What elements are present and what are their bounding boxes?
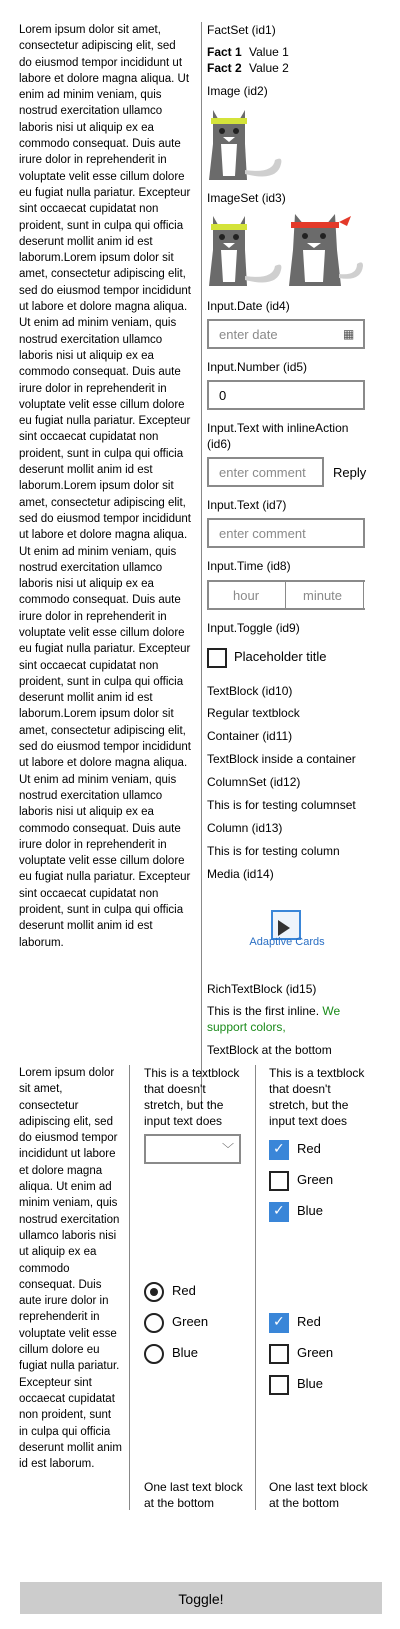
check-icon: ✓ bbox=[273, 1202, 285, 1218]
number-input[interactable] bbox=[207, 380, 365, 410]
container-text: TextBlock inside a container bbox=[207, 752, 356, 766]
comment-inline-input[interactable] bbox=[207, 457, 324, 487]
hour-field[interactable]: hour bbox=[233, 588, 260, 603]
play-icon[interactable] bbox=[278, 920, 290, 936]
column-divider bbox=[255, 1065, 256, 1510]
choice-label: Blue bbox=[297, 1203, 324, 1218]
columnset-text: This is for testing columnset bbox=[207, 798, 356, 812]
choice-label: Blue bbox=[297, 1376, 324, 1391]
checkbox[interactable] bbox=[269, 1140, 289, 1160]
toggle-title: Placeholder title bbox=[234, 649, 327, 664]
image-label: Image (id2) bbox=[207, 84, 268, 98]
textblock-label: TextBlock (id10) bbox=[207, 684, 293, 698]
toggle-label: Input.Toggle (id9) bbox=[207, 621, 300, 635]
comment-placeholder: enter comment bbox=[219, 526, 306, 541]
reply-button[interactable]: Reply bbox=[333, 465, 367, 480]
checkbox[interactable] bbox=[269, 1313, 289, 1333]
choice-label: Green bbox=[297, 1172, 334, 1187]
bottom-textblock: TextBlock at the bottom bbox=[207, 1043, 332, 1057]
richtext-colored: We support colors, bbox=[207, 1004, 341, 1034]
radio-button[interactable] bbox=[144, 1313, 164, 1333]
choice-label: Red bbox=[297, 1314, 321, 1329]
choice-label: Red bbox=[172, 1283, 196, 1298]
time-label: Input.Time (id8) bbox=[207, 559, 291, 573]
minute-field[interactable]: minute bbox=[303, 588, 343, 603]
lorem-paragraph: Lorem ipsum dolor sit amet, consectetur adipiscing elit, sed do eiusmod tempor incididunt ut labore et dolore magna aliqua. Ut enim ad minim veniam, quis nostrud exercitation ullamco laboris nisi ut aliquip ex ea commodo consequat. Duis aute irure dolor in reprehenderit in voluptate velit esse cillum dolore eu fugiat nulla pariatur. Excepteur sint occaecat cupidatat non proident, sunt in culpa qui officia deserunt mollit anim id est laborum.Lorem ipsum dolor sit amet, consectetur adipiscing elit, sed do eiusmod tempor incididunt ut labore et dolore magna aliqua. Ut enim ad minim veniam, quis nostrud exercitation ullamco laboris nisi ut aliquip ex ea commodo consequat. Duis aute irure dolor in reprehenderit in voluptate velit esse cillum dolore eu fugiat nulla pariatur. Excepteur sint occaecat cupidatat non proident, sunt in culpa qui officia deserunt mollit anim id est laborum.Lorem ipsum dolor sit amet, consectetur adipiscing elit, sed do eiusmod tempor incididunt ut labore et dolore magna aliqua. Ut enim ad minim veniam, quis nostrud exercitation ullamco laboris nisi ut aliquip ex ea commodo consequat. Duis aute irure dolor in reprehenderit in voluptate velit esse cillum dolore eu fugiat nulla pariatur. Excepteur sint occaecat cupidatat non proident, sunt in culpa qui officia deserunt mollit anim id est laborum.Lorem ipsum dolor sit amet, consectetur adipiscing elit, sed do eiusmod tempor incididunt ut labore et dolore magna aliqua. Ut enim ad minim veniam, quis nostrud exercitation ullamco laboris nisi ut aliquip ex ea commodo consequat. Duis aute irure dolor in reprehenderit in voluptate velit esse cillum dolore eu fugiat nulla pariatur. Excepteur sint occaecat cupidatat non proident, sunt in culpa qui officia deserunt mollit anim id est laborum. bbox=[19, 24, 191, 949]
number-label: Input.Number (id5) bbox=[207, 360, 308, 374]
richtext-plain: This is the first inline. bbox=[207, 1004, 320, 1018]
checkbox[interactable] bbox=[269, 1344, 289, 1364]
media-label: Media (id14) bbox=[207, 867, 274, 881]
date-input[interactable] bbox=[207, 319, 365, 349]
number-value: 0 bbox=[219, 388, 227, 403]
time-input[interactable] bbox=[207, 580, 365, 610]
factset-label: FactSet (id1) bbox=[207, 23, 276, 37]
factset bbox=[207, 44, 289, 76]
choice-label: Blue bbox=[172, 1345, 199, 1360]
text-inline-label: Input.Text with inlineAction (id6) bbox=[207, 421, 349, 451]
checkbox[interactable] bbox=[269, 1171, 289, 1191]
container-label: Container (id11) bbox=[207, 729, 293, 743]
radio-button[interactable] bbox=[144, 1344, 164, 1364]
media-caption: Adaptive Cards bbox=[249, 936, 325, 948]
fact-title: Fact 1 bbox=[207, 45, 242, 59]
choice-label: Green bbox=[297, 1345, 334, 1360]
calendar-icon: ▦ bbox=[343, 327, 355, 341]
column-header: This is a textblock that doesn't stretch, but the input text does bbox=[144, 1066, 240, 1128]
date-placeholder: enter date bbox=[219, 327, 278, 342]
comment-input[interactable] bbox=[207, 518, 365, 548]
choice-label: Green bbox=[172, 1314, 209, 1329]
check-icon: ✓ bbox=[273, 1140, 285, 1156]
cat-image-1 bbox=[207, 210, 287, 290]
imageset-label: ImageSet (id3) bbox=[207, 191, 286, 205]
fact-value: Value 1 bbox=[249, 45, 289, 59]
time-separator bbox=[363, 582, 364, 608]
comment-placeholder: enter comment bbox=[219, 465, 306, 480]
checkbox[interactable] bbox=[269, 1375, 289, 1395]
richtext-block bbox=[207, 1003, 367, 1035]
media-player[interactable] bbox=[249, 910, 325, 958]
column-label: Column (id13) bbox=[207, 821, 283, 835]
time-separator bbox=[285, 582, 286, 608]
choice-dropdown[interactable] bbox=[144, 1134, 241, 1164]
column-divider bbox=[129, 1065, 130, 1510]
choice-label: Red bbox=[297, 1141, 321, 1156]
checkbox[interactable] bbox=[269, 1202, 289, 1222]
fact-value: Value 2 bbox=[249, 61, 289, 75]
toggle-checkbox[interactable] bbox=[207, 648, 227, 668]
fact-row bbox=[207, 60, 289, 76]
radio-button[interactable] bbox=[144, 1282, 164, 1302]
fact-title: Fact 2 bbox=[207, 61, 242, 75]
fact-row bbox=[207, 44, 289, 60]
check-icon: ✓ bbox=[273, 1313, 285, 1329]
last-textblock: One last text block at the bottom bbox=[144, 1480, 243, 1510]
cat-image bbox=[207, 104, 287, 184]
text-label: Input.Text (id7) bbox=[207, 498, 287, 512]
chevron-down-icon: ﹀ bbox=[222, 1142, 235, 1156]
cat-image-2 bbox=[285, 210, 365, 290]
column-header: This is a textblock that doesn't stretch, but the input text does bbox=[269, 1066, 365, 1128]
column-divider bbox=[201, 22, 202, 1102]
columnset-label: ColumnSet (id12) bbox=[207, 775, 301, 789]
last-textblock: One last text block at the bottom bbox=[269, 1480, 368, 1510]
date-label: Input.Date (id4) bbox=[207, 299, 290, 313]
textblock-text: Regular textblock bbox=[207, 706, 300, 720]
richtext-label: RichTextBlock (id15) bbox=[207, 982, 317, 996]
column-text: This is for testing column bbox=[207, 844, 340, 858]
lorem-short-paragraph: Lorem ipsum dolor sit amet, consectetur adipiscing elit, sed do eiusmod tempor incididunt ut labore et dolore magna aliqua. Ut enim ad minim veniam, quis nostrud exercitation ullamco laboris nisi ut aliquip ex ea commodo consequat. Duis aute irure dolor in reprehenderit in voluptate velit esse cillum dolore eu fugiat nulla pariatur. Excepteur sint occaecat cupidatat non proident, sunt in culpa qui officia deserunt mollit anim id est laborum. bbox=[19, 1067, 122, 1471]
toggle-button[interactable]: Toggle! bbox=[20, 1582, 382, 1614]
